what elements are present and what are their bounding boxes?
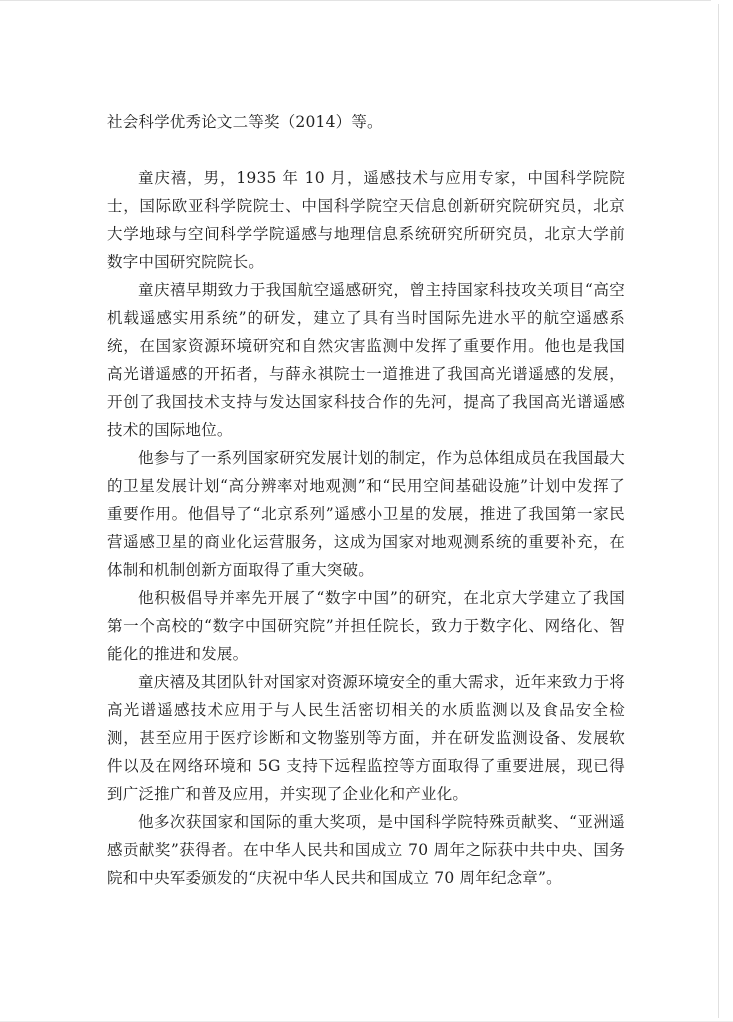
paragraph-national-programs: 他参与了一系列国家研究发展计划的制定，作为总体组成员在我国最大的卫星发展计划“高分辨率对地观测”和“民用空间基础设施”计划中发挥了重要作用。他倡导了“北京系列”遥感小卫星的发展，推进了我国第一家民营遥感卫星的商业化运营服务，这成为国家对地观测系统的重要补充，在体制和机制创新方面取得了重大突破。 bbox=[107, 449, 625, 579]
page-edge-right bbox=[718, 4, 719, 1018]
page-edge-top bbox=[0, 0, 711, 1]
paragraph-digital-china: 他积极倡导并率先开展了“数字中国”的研究，在北京大学建立了我国第一个高校的“数字中国研究院”并担任院长，致力于数字化、网络化、智能化的推进和发展。 bbox=[107, 589, 625, 663]
paragraph-hyperspectral-applications: 童庆禧及其团队针对国家对资源环境安全的重大需求，近年来致力于将高光谱遥感技术应用于与人民生活密切相关的水质监测以及食品安全检测，甚至应用于医疗诊断和文物鉴别等方面，并在研发监测设备、发展软件以及在网络环境和 5G 支持下远程监控等方面取得了重要进展，现已得到广泛推广和普及应用，并实现了企业化和产业化。 bbox=[107, 673, 625, 803]
paragraph-awards-honors: 他多次获国家和国际的重大奖项，是中国科学院特殊贡献奖、“亚洲遥感贡献奖”获得者。在中华人民共和国成立 70 周年之际获中共中央、国务院和中央军委颁发的“庆祝中华人民共和国成立 70 周年纪念章”。 bbox=[107, 813, 625, 887]
paragraph-airborne-remote-sensing: 童庆禧早期致力于我国航空遥感研究，曾主持国家科技攻关项目“高空机载遥感实用系统”的研发，建立了具有当时国际先进水平的航空遥感系统，在国家资源环境研究和自然灾害监测中发挥了重要作用。他也是我国高光谱遥感的开拓者，与薛永祺院士一道推进了我国高光谱遥感的发展，开创了我国技术支持与发达国家科技合作的先河，提高了我国高光谱遥感技术的国际地位。 bbox=[107, 281, 625, 439]
page-text-block bbox=[107, 108, 625, 892]
paragraph-bio-intro: 童庆禧，男，1935 年 10 月，遥感技术与应用专家，中国科学院院士，国际欧亚科学院院士、中国科学院空天信息创新研究院研究员，北京大学地球与空间科学学院遥感与地理信息系统研究所研究员，北京大学前数字中国研究院院长。 bbox=[107, 169, 625, 271]
paragraph-award-continuation: 社会科学优秀论文二等奖（2014）等。 bbox=[107, 113, 383, 131]
